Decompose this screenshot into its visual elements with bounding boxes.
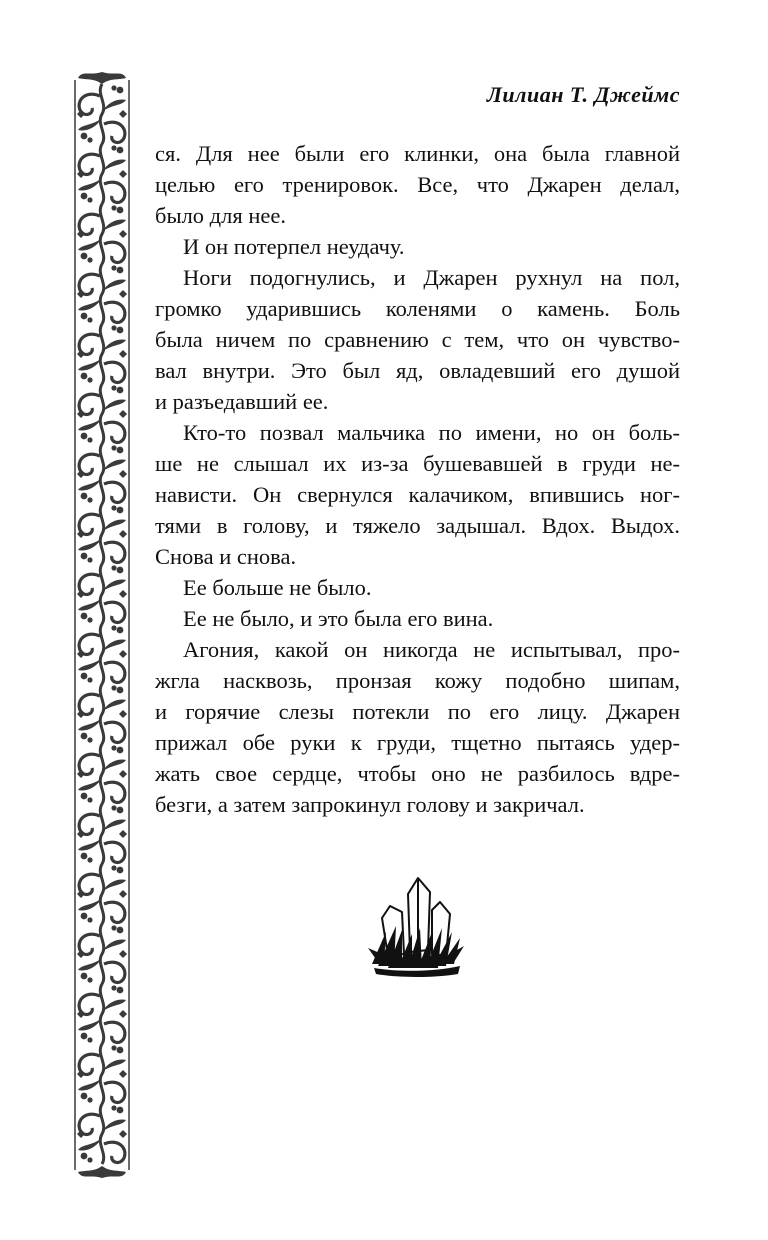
text-line: нависти. Он свернулся калачиком, впившись ног-: [155, 482, 680, 507]
text-line: Кто-то позвал мальчика по имени, но он боль-: [183, 420, 680, 445]
text-line: прижал обе руки к груди, тщетно пытаясь удер-: [155, 730, 680, 755]
text-line: целью его тренировок. Все, что Джарен делал,: [155, 172, 680, 197]
text-line: Снова и снова.: [155, 544, 297, 569]
text-line: Ее не было, и это была его вина.: [183, 606, 494, 631]
text-line: безги, а затем запрокинул голову и закричал.: [155, 792, 585, 817]
text-line: и разъедавший ее.: [155, 389, 329, 414]
text-line: было для нее.: [155, 203, 286, 228]
text-line: И он потерпел неудачу.: [183, 234, 405, 259]
running-head-author: Лилиан Т. Джеймс: [486, 82, 680, 107]
text-line: вал внутри. Это был яд, овладевший его душой: [155, 358, 680, 383]
text-line: тями в голову, и тяжело задышал. Вдох. Выдох.: [155, 513, 680, 538]
text-line: жать свое сердце, чтобы оно не разбилось вдре-: [155, 761, 680, 786]
text-line: Ее больше не было.: [183, 575, 372, 600]
crystal-cluster-icon: [368, 872, 464, 980]
text-line: жгла насквозь, пронзая кожу подобно шипам,: [155, 668, 680, 693]
text-line: Ноги подогнулись, и Джарен рухнул на пол,: [183, 265, 680, 290]
text-line: ше не слышал их из-за бушевавшей в груди не-: [155, 451, 680, 476]
text-line: была ничем по сравнению с тем, что он чувство-: [155, 327, 680, 352]
text-line: ся. Для нее были его клинки, она была главной: [155, 141, 680, 166]
body-text: [155, 138, 680, 820]
floral-vine-border: [72, 70, 132, 1180]
text-line: и горячие слезы потекли по его лицу. Джарен: [155, 699, 680, 724]
text-line: громко ударившись коленями о камень. Боль: [155, 296, 680, 321]
text-line: Агония, какой он никогда не испытывал, про-: [183, 637, 680, 662]
